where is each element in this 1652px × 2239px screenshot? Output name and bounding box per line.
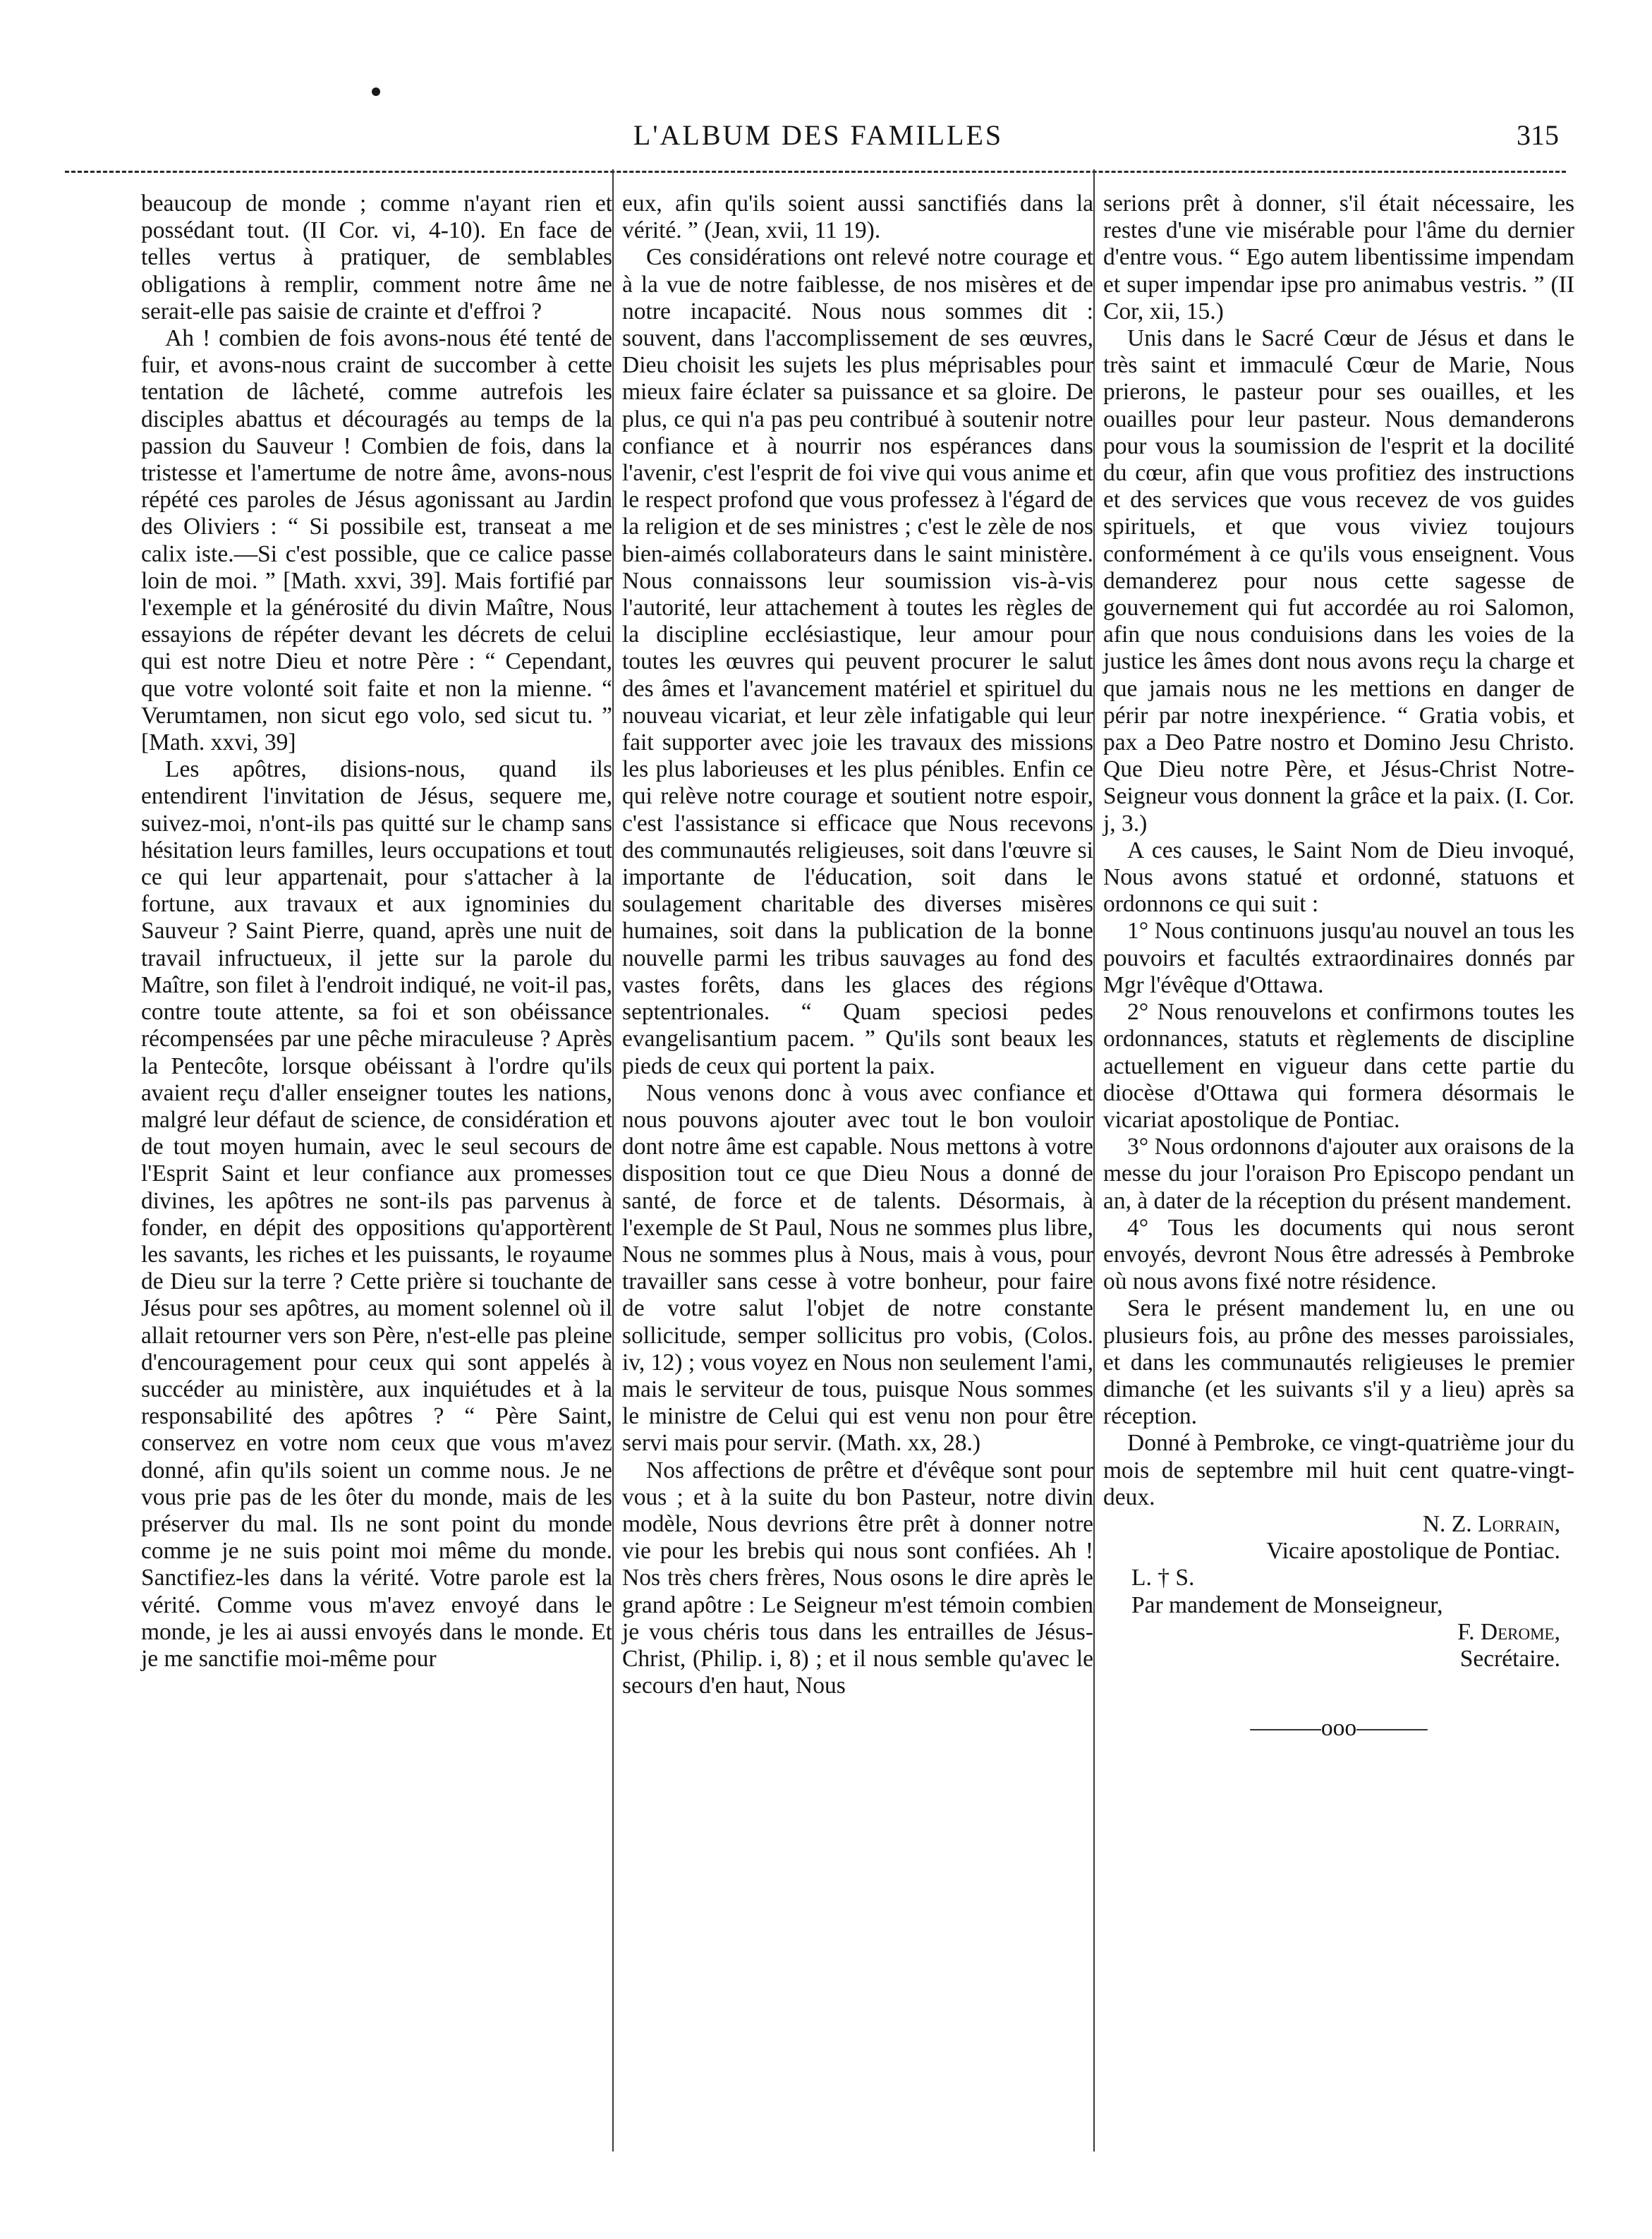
paragraph: 4° Tous les documents qui nous seront envoyés, devront Nous être adressés à Pembroke où nous avons fixé notre résidence. bbox=[1103, 1214, 1574, 1295]
paragraph: Sera le présent mandement lu, en une ou plusieurs fois, au prône des messes paroissiales, et dans les communautés religieuses le premier dimanche (et les suivants s'il y a lieu) après sa réception. bbox=[1103, 1295, 1574, 1430]
text-column-1 bbox=[141, 190, 612, 1673]
paragraph: eux, afin qu'ils soient aussi sanctifiés dans la vérité. ” (Jean, xvii, 11 19). bbox=[622, 190, 1093, 244]
paragraph: 1° Nous continuons jusqu'au nouvel an tous les pouvoirs et facultés extraordinaires donnés par Mgr l'évêque d'Ottawa. bbox=[1103, 918, 1574, 998]
paragraph: beaucoup de monde ; comme n'ayant rien et possédant tout. (II Cor. vi, 4-10). En face de telles vertus à pratiquer, de semblables obligations à remplir, comment notre âme ne serait-elle pas saisie de crainte et d'effroi ? bbox=[141, 190, 612, 324]
secretary-title: Secrétaire. bbox=[1459, 1645, 1560, 1672]
page-header bbox=[71, 119, 1566, 175]
signatory-title: Vicaire apostolique de Pontiac. bbox=[1266, 1538, 1560, 1565]
page-number: 315 bbox=[1517, 119, 1559, 151]
paragraph: 3° Nous ordonnons d'ajouter aux oraisons de la messe du jour l'oraison Pro Episcopo pendant un an, à dater de la réception du présent mandement. bbox=[1103, 1134, 1574, 1214]
column-divider bbox=[612, 169, 614, 2152]
paragraph: Donné à Pembroke, ce vingt-quatrième jour du mois de septembre mil huit cent quatre-vingt-deux. bbox=[1103, 1430, 1574, 1510]
header-rule bbox=[65, 171, 1566, 173]
running-title: L'ALBUM DES FAMILLES bbox=[633, 119, 1004, 151]
paragraph: Nos affections de prêtre et d'évêque sont pour vous ; et à la suite du bon Pasteur, notre divin modèle, Nous devrions être prêt à donner notre vie pour les brebis qui nous sont confiées. Ah ! Nos très chers frères, Nous osons le dire après le grand apôtre : Le Seigneur m'est témoin combien je vous chéris tous dans les entrailles de Jésus-Christ, (Philip. i, 8) ; et il nous semble qu'avec le secours d'en haut, Nous bbox=[622, 1457, 1093, 1699]
paragraph: Nous venons donc à vous avec confiance et nous pouvons ajouter avec tout le bon vouloir dont notre âme est capable. Nous mettons à votre disposition tout ce que Dieu Nous a donné de santé, de force et de talents. Désormais, à l'exemple de St Paul, Nous ne sommes plus libre, Nous ne sommes plus à Nous, mais à vous, pour travailler sans cesse à votre bonheur, pour faire de votre salut l'objet de notre constante sollicitude, semper sollicitus pro vobis, (Colos. iv, 12) ; vous voyez en Nous non seulement l'ami, mais le serviteur de tous, puisque Nous sommes le ministre de Celui qui est venu non pour être servi mais pour servir. (Math. xx, 28.) bbox=[622, 1079, 1093, 1457]
paragraph: serions prêt à donner, s'il était nécessaire, les restes d'une vie misérable pour l'âme du dernier d'entre vous. “ Ego autem libentissime impendam et super impendar ipse pro animabus vestris. ” (II Cor, xii, 15.) bbox=[1103, 190, 1574, 324]
paragraph: Ces considérations ont relevé notre courage et à la vue de notre faiblesse, de nos misères et de notre incapacité. Nous nous sommes dit : souvent, dans l'accomplissement de ses œuvres, Dieu choisit les sujets les plus méprisables pour mieux faire éclater sa puissance et sa gloire. De plus, ce qui n'a pas peu contribué à soutenir notre confiance et à nourrir nos espérances dans l'avenir, c'est l'esprit de foi vive qui vous anime et le respect profond que vous professez à l'égard de la religion et de ses ministres ; c'est le zèle de nos bien-aimés collaborateurs dans le saint ministère. Nous connaissons leur soumission vis-à-vis l'autorité, leur attachement à toutes les règles de la discipline ecclésiastique, leur amour pour toutes les œuvres qui peuvent procurer le salut des âmes et l'avancement matériel et spirituel du nouveau vicariat, et leur zèle infatigable qui leur fait supporter avec joie les travaux des missions les plus laborieuses et les plus pénibles. Enfin ce qui relève notre courage et soutient notre espoir, c'est l'assistance si efficace que Nous recevons des communautés religieuses, soit dans l'œuvre si importante de l'éducation, soit dans le soulagement charitable des diverses misères humaines, soit dans la publication de la bonne nouvelle parmi les tribus sauvages au fond des vastes forêts, dans les glaces des régions septentrionales. “ Quam speciosi pedes evangelisantium pacem. ” Qu'ils sont beaux les pieds de ceux qui portent la paix. bbox=[622, 244, 1093, 1079]
column-divider bbox=[1093, 169, 1095, 2152]
signatory-name: N. Z. Lorrain, bbox=[1422, 1510, 1560, 1537]
text-column-2 bbox=[622, 190, 1093, 1699]
text-column-3 bbox=[1103, 190, 1574, 1742]
paragraph: Les apôtres, disions-nous, quand ils entendirent l'invitation de Jésus, sequere me, suivez-moi, n'ont-ils pas quitté sur le champ sans hésitation leurs familles, leurs occupations et tout ce qui leur appartenait, pour s'attacher à la fortune, aux travaux et aux ignominies du Sauveur ? Saint Pierre, quand, après une nuit de travail infructueux, il jette sur la parole du Maître, son filet à l'endroit indiqué, ne voit-il pas, contre toute attente, sa foi et son obéissance récompensées par une pêche miraculeuse ? Après la Pentecôte, lorsque obéissant à l'ordre qu'ils avaient reçu d'aller enseigner toutes les nations, malgré leur défaut de science, de considération et de tout moyen humain, avec le seul secours de l'Esprit Saint et leur confiance aux promesses divines, les apôtres ne sont-ils pas parvenus à fonder, en dépit des oppositions qu'apportèrent les savants, les riches et les puissants, le royaume de Dieu sur la terre ? Cette prière si touchante de Jésus pour ses apôtres, au moment solennel où il allait retourner vers son Père, n'est-elle pas pleine d'encouragement pour ceux qui sont appelés à succéder au ministère, aux inquiétudes et à la responsabilité des apôtres ? “ Père Saint, conservez en votre nom ceux que vous m'avez donné, afin qu'ils soient un comme nous. Je ne vous prie pas de les ôter du monde, mais de les préserver du mal. Ils ne sont point du monde comme je ne suis point moi même du monde. Sanctifiez-les dans la vérité. Votre parole est la vérité. Comme vous m'avez envoyé dans le monde, je les ai aussi envoyés dans le monde. Et je me sanctifie moi-même pour bbox=[141, 756, 612, 1672]
secretary-name: F. Derome, bbox=[1457, 1618, 1560, 1645]
order-line: Par mandement de Monseigneur, bbox=[1131, 1591, 1443, 1618]
paragraph: A ces causes, le Saint Nom de Dieu invoqué, Nous avons statué et ordonné, statuons et ordonnons ce qui suit : bbox=[1103, 837, 1574, 918]
paragraph: Ah ! combien de fois avons-nous été tenté de fuir, et avons-nous craint de succomber à cette tentation de lâcheté, comme autrefois les disciples abattus et découragés au temps de la passion du Sauveur ! Combien de fois, dans la tristesse et l'amertume de notre âme, avons-nous répété ces paroles de Jésus agonissant au Jardin des Oliviers : “ Si possibile est, transeat a me calix iste.—Si c'est possible, que ce calice passe loin de moi. ” [Math. xxvi, 39]. Mais fortifié par l'exemple et la générosité du divin Maître, Nous essayions de répéter devant les décrets de celui qui est notre Dieu et notre Père : “ Cependant, que votre volonté soit faite et non la mienne. “ Verumtamen, non sicut ego volo, sed sicut tu. ” [Math. xxvi, 39] bbox=[141, 325, 612, 756]
paragraph: Unis dans le Sacré Cœur de Jésus et dans le très saint et immaculé Cœur de Marie, Nous prierons, le pasteur pour ses ouailles, et les ouailles pour leur pasteur. Nous demanderons pour vous la soumission de l'esprit et la docilité du cœur, afin que vous profitiez des instructions et des services que vous recevez de vos guides spirituels, et que vous viviez toujours conformément à ce qu'ils vous enseignent. Vous demanderez pour nous cette sagesse de gouvernement qui fut accordée au roi Salomon, afin que nous conduisions dans les voies de la justice les âmes dont nous avons reçu la charge et que jamais nous ne les mettions en danger de périr par notre inexpérience. “ Gratia vobis, et pax a Deo Patre nostro et Domino Jesu Christo. Que Dieu notre Père, et Jésus-Christ Notre-Seigneur vous donnent la grâce et la paix. (I. Cor. j, 3.) bbox=[1103, 325, 1574, 837]
seal-mark: L. † S. bbox=[1131, 1565, 1195, 1591]
paragraph: 2° Nous renouvelons et confirmons toutes les ordonnances, statuts et règlements de discipline actuellement en vigueur dans cette partie du diocèse d'Ottawa qui formera désormais le vicariat apostolique de Pontiac. bbox=[1103, 999, 1574, 1133]
ink-dot bbox=[372, 87, 380, 96]
end-ornament: ———ooo——— bbox=[1250, 1715, 1428, 1742]
